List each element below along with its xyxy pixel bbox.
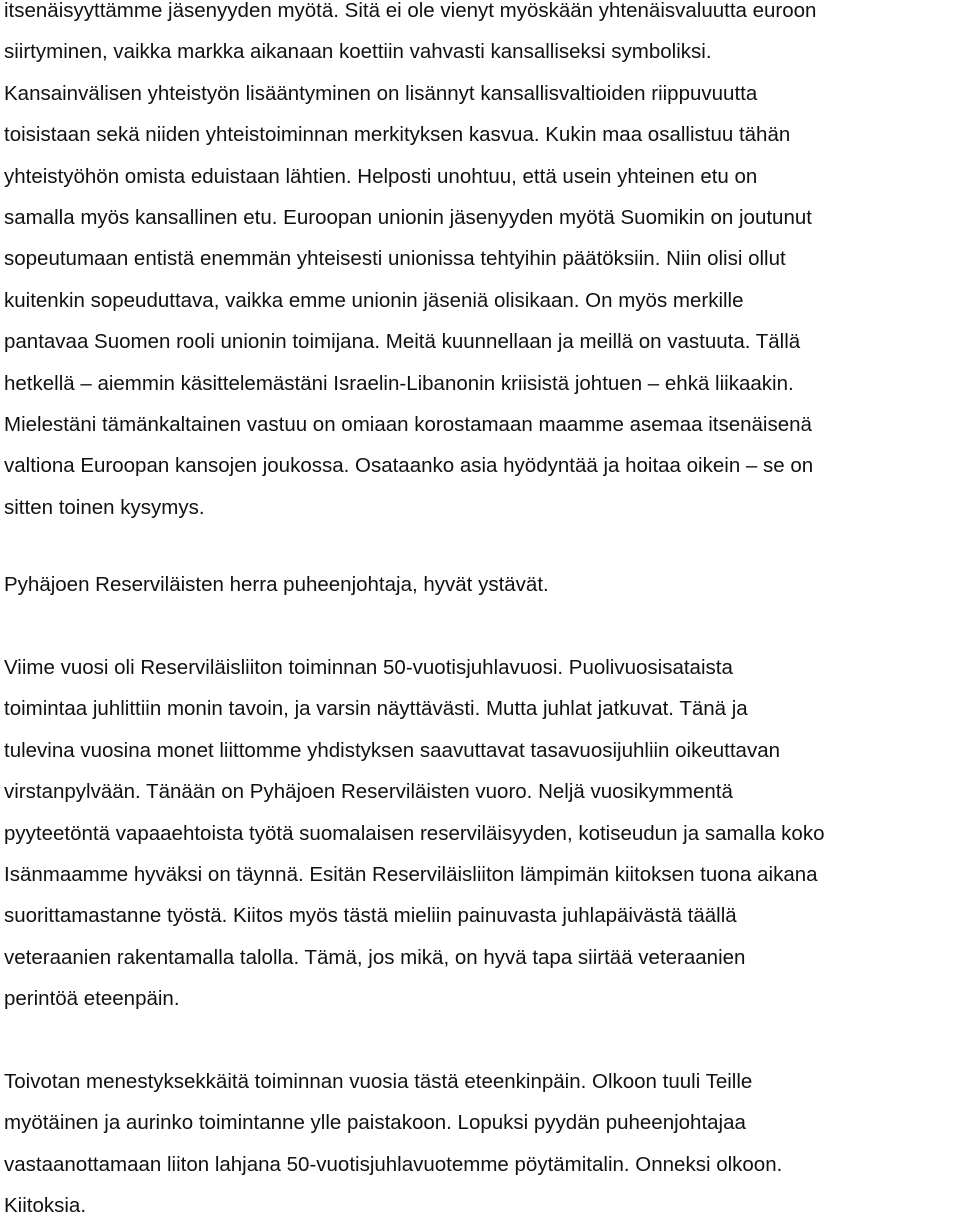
text-line: vastaanottamaan liiton lahjana 50-vuotisjuhlavuotemme pöytämitalin. Onneksi olkoon. (4, 1152, 783, 1176)
text-line: Kiitoksia. (4, 1194, 87, 1216)
text-line: itsenäisyyttämme jäsenyyden myötä. Sitä ei ole vienyt myöskään yhtenäisvaluutta euroon (4, 0, 817, 22)
text-line: toisistaan sekä niiden yhteistoiminnan merkityksen kasvua. Kukin maa osallistuu tähän (4, 123, 791, 147)
text-line: perintöä eteenpäin. (4, 987, 180, 1011)
text-line: myötäinen ja aurinko toimintanne ylle paistakoon. Lopuksi pyydän puheenjohtajaa (4, 1111, 746, 1135)
text-line: Pyhäjoen Reserviläisten herra puheenjohtaja, hyvät ystävät. (4, 573, 549, 596)
text-line: yhteistyöhön omista eduistaan lähtien. Helposti unohtuu, että usein yhteinen etu on (4, 164, 758, 188)
paragraph-greeting (4, 564, 960, 605)
text-line: hetkellä – aiemmin käsittelemästäni Israelin-Libanonin kriisistä johtuen – ehkä liikaakin. (4, 371, 794, 395)
text-line: sitten toinen kysymys. (4, 495, 205, 519)
text-line: kuitenkin sopeuduttava, vaikka emme unionin jäseniä olisikaan. On myös merkille (4, 288, 744, 312)
text-line: pyyteetöntä vapaaehtoista työtä suomalaisen reserviläisyyden, kotiseudun ja samalla koko (4, 821, 825, 845)
text-line: Mielestäni tämänkaltainen vastuu on omiaan korostamaan maamme asemaa itsenäisenä (4, 412, 812, 436)
text-line: Isänmaamme hyväksi on täynnä. Esitän Reserviläisliiton lämpimän kiitoksen tuona aikana (4, 862, 818, 886)
text-line: Viime vuosi oli Reserviläisliiton toiminnan 50-vuotisjuhlavuosi. Puolivuosisataista (4, 656, 733, 679)
text-line: Kansainvälisen yhteistyön lisääntyminen on lisännyt kansallisvaltioiden riippuvuutta (4, 81, 758, 105)
paragraph-eu-membership (4, 0, 960, 528)
text-line: pantavaa Suomen rooli unionin toimijana. Meitä kuunnellaan ja meillä on vastuuta. Tällä (4, 330, 801, 354)
text-line: sopeutumaan entistä enemmän yhteisesti unionissa tehtyihin päätöksiin. Niin olisi ollut (4, 247, 786, 271)
paragraph-anniversary (4, 647, 960, 1020)
paragraph-closing (4, 1061, 960, 1216)
text-line: samalla myös kansallinen etu. Euroopan unionin jäsenyyden myötä Suomikin on joutunut (4, 205, 812, 229)
text-line: toimintaa juhlittiin monin tavoin, ja varsin näyttävästi. Mutta juhlat jatkuvat. Tänä ja (4, 697, 748, 721)
text-line: siirtyminen, vaikka markka aikanaan koettiin vahvasti kansalliseksi symboliksi. (4, 40, 712, 64)
text-line: Toivotan menestyksekkäitä toiminnan vuosia tästä eteenkinpäin. Olkoon tuuli Teille (4, 1070, 753, 1093)
text-line: virstanpylvään. Tänään on Pyhäjoen Reserviläisten vuoro. Neljä vuosikymmentä (4, 780, 733, 804)
text-line: suorittamastanne työstä. Kiitos myös tästä mieliin painuvasta juhlapäivästä täällä (4, 904, 737, 928)
text-line: veteraanien rakentamalla talolla. Tämä, jos mikä, on hyvä tapa siirtää veteraanien (4, 945, 746, 969)
text-line: valtiona Euroopan kansojen joukossa. Osataanko asia hyödyntää ja hoitaa oikein – se on (4, 454, 814, 478)
text-line: tulevina vuosina monet liittomme yhdistyksen saavuttavat tasavuosijuhliin oikeuttavan (4, 738, 780, 762)
